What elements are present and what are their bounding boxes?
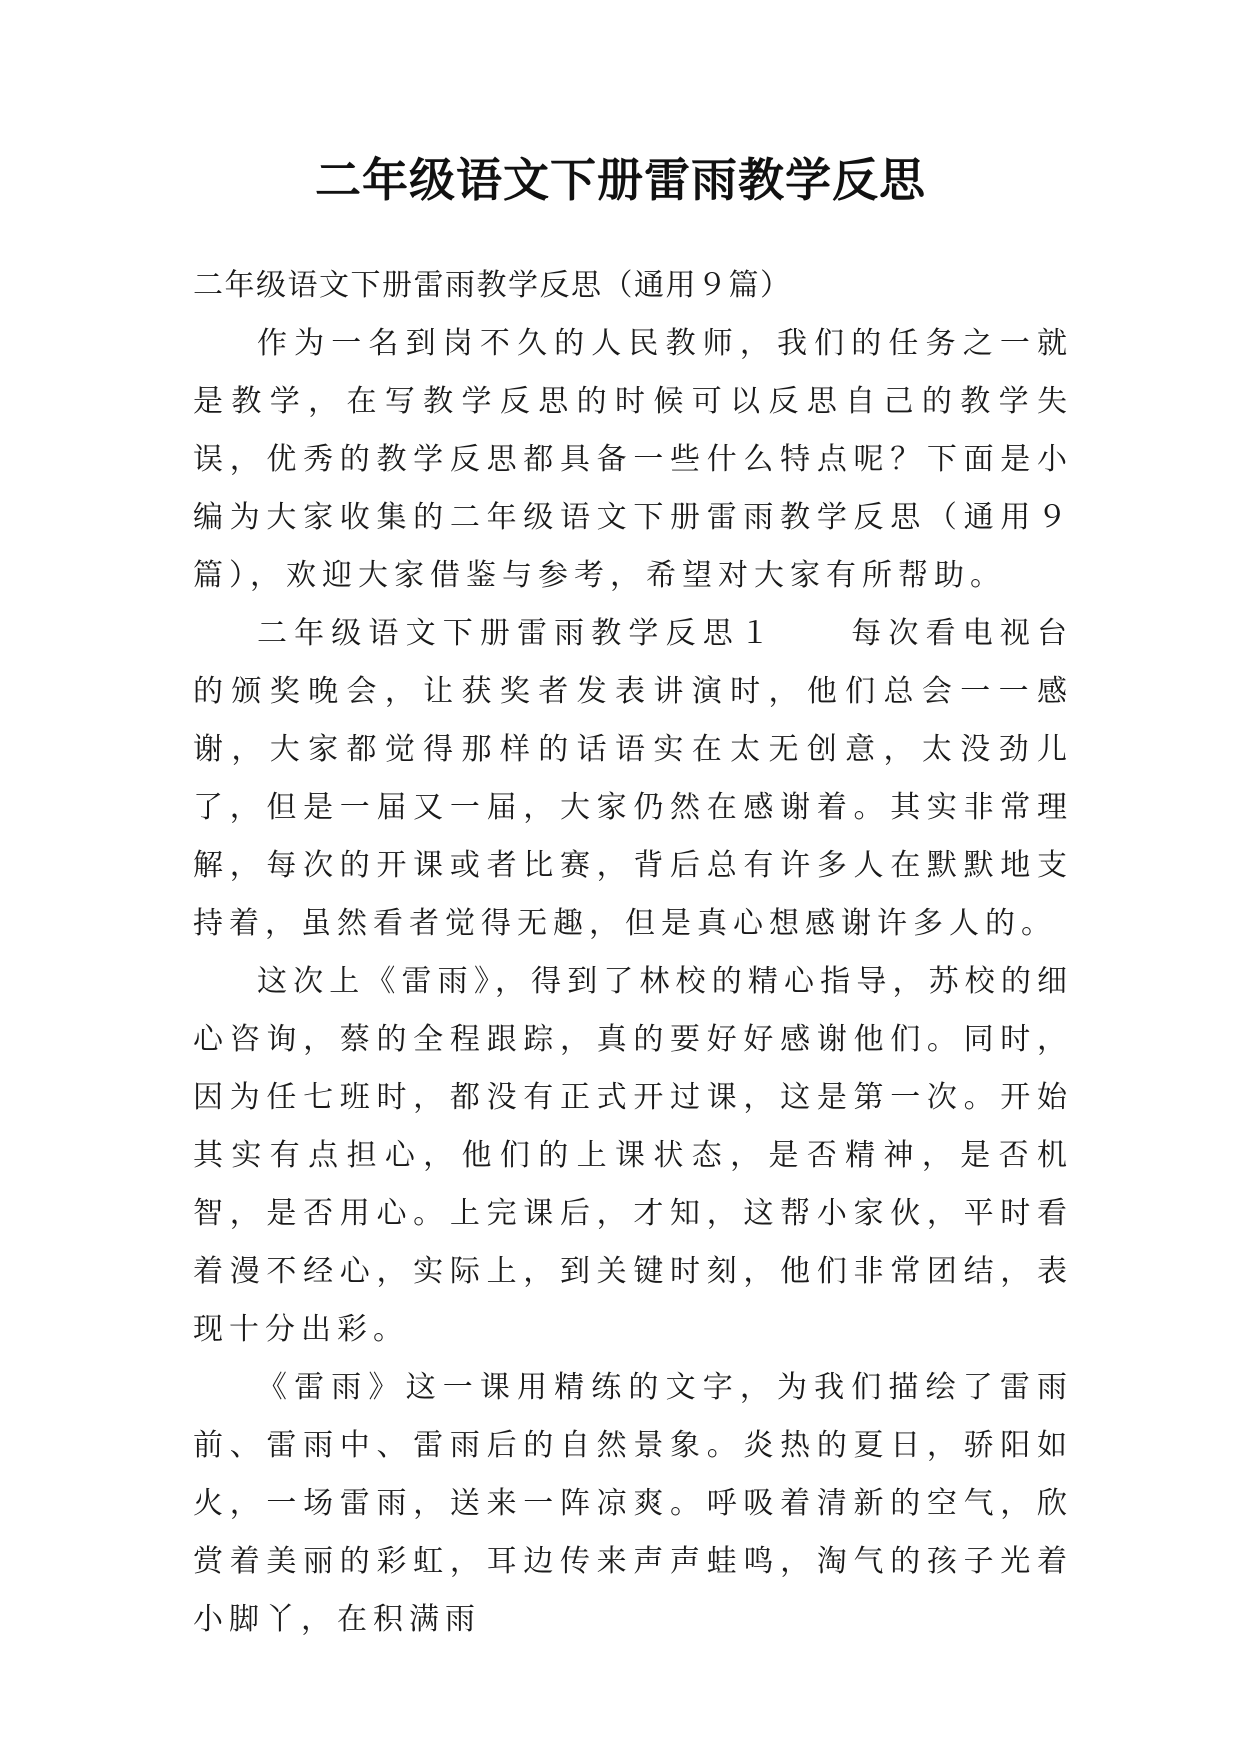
document-subtitle: 二年级语文下册雷雨教学反思（通用９篇）	[193, 268, 792, 303]
document-title: 二年级语文下册雷雨教学反思	[315, 153, 926, 207]
paragraph-intro: 作为一名到岗不久的人民教师，我们的任务之一就是教学，在写教学反思的时候可以反思自己的教学失误，优秀的教学反思都具备一些什么特点呢？下面是小编为大家收集的二年级语文下册雷雨教学反思（通用９篇），欢迎大家借鉴与参考，希望对大家有所帮助。	[193, 326, 1073, 593]
paragraph-reflection-1: 二年级语文下册雷雨教学反思１ 每次看电视台的颁奖晚会，让获奖者发表讲演时，他们总会一一感谢，大家都觉得那样的话语实在太无创意，太没劲儿了，但是一届又一届，大家仍然在感谢着。其实非常理解，每次的开课或者比赛，背后总有许多人在默默地支持着，虽然看者觉得无趣，但是真心想感谢许多人的。	[193, 616, 1073, 941]
paragraph-thanks: 这次上《雷雨》，得到了林校的精心指导，苏校的细心咨询，蔡的全程跟踪，真的要好好感谢他们。同时，因为任七班时，都没有正式开过课，这是第一次。开始其实有点担心，他们的上课状态，是否精神，是否机智，是否用心。上完课后，才知，这帮小家伙，平时看着漫不经心，实际上，到关键时刻，他们非常团结，表现十分出彩。	[193, 964, 1073, 1347]
document-body	[193, 257, 1073, 1649]
paragraph-lesson-description: 《雷雨》这一课用精练的文字，为我们描绘了雷雨前、雷雨中、雷雨后的自然景象。炎热的夏日，骄阳如火，一场雷雨，送来一阵凉爽。呼吸着清新的空气，欣赏着美丽的彩虹，耳边传来声声蛙鸣，淘气的孩子光着小脚丫，在积满雨	[193, 1370, 1073, 1637]
